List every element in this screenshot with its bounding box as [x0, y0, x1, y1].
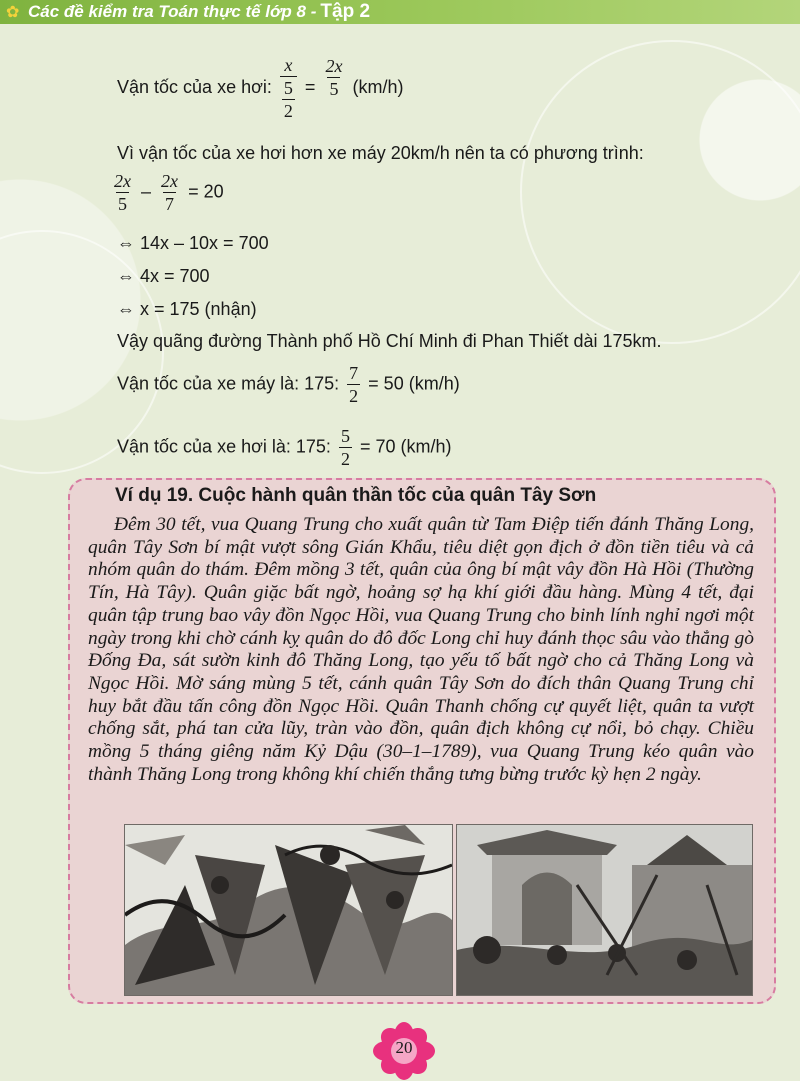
example-title: Ví dụ 19. Cuộc hành quân thần tốc của quân Tây Sơn: [115, 485, 597, 506]
reason-line: Vì vận tốc của xe hơi hơn xe máy 20km/h nên ta có phương trình:: [117, 143, 644, 163]
volume-label: Tập 2: [320, 1, 371, 22]
fraction-denominator: 2: [349, 386, 359, 406]
inner-denominator: 2: [283, 101, 293, 121]
fraction-2x-over-5: [112, 170, 133, 215]
battle-illustration-left: [124, 824, 453, 996]
fraction-denominator: 2: [340, 449, 350, 469]
header-bar: [0, 0, 800, 24]
minus-sign: –: [141, 181, 152, 202]
fraction-denominator: 5: [329, 78, 339, 99]
car-speed-complex-fraction: [280, 54, 297, 122]
example-body-text: Đêm 30 tết, vua Quang Trung cho xuất quân từ Tam Điệp tiến đánh Thăng Long, quân Tây Sơn bí mật vượt sông Gián Khẩu, tiêu diệt gọn địch ở đồn tiền tiêu và cả nhóm quân do thám. Đêm mồng 3 tết, quân của ông bí mật vây đồn Hà Hồi (Thường Tín, Hà Tây). Quân giặc bất ngờ, hoảng sợ hạ khí giới đầu hàng. Mùng 4 tết, đại quân tập trung bao vây đồn Ngọc Hồi, vua Quang Trung cho binh lính nghỉ ngơi một ngày trong khi chờ cánh kỵ quân do đô đốc Long chỉ huy đánh thọc sâu vào thẳng gò Đống Đa, sát sườn kinh đô Thăng Long, tạo yếu tố bất ngờ cho cả Thăng Long và Ngọc Hồi. Mờ sáng mùng 5 tết, cánh quân Tây Sơn do đích thân Quang Trung chỉ huy bắt đầu tấn công đồn Ngọc Hồi. Quân Thanh chống cự quyết liệt, quân ta vượt chống sắt, phá tan cửa lũy, tràn vào đồn, quân địch không cự nổi, bỏ chạy. Chiều mồng 5 tháng giêng năm Kỷ Dậu (30–1–1789), vua Quang Trung kéo quân vào thành Thăng Long trong không khí chiến thắng tưng bừng trước kỳ hẹn 2 ngày.: [88, 514, 754, 785]
moto-speed-result: = 50 (km/h): [368, 373, 460, 394]
inner-numerator: 5: [283, 78, 293, 98]
fraction-numerator: x: [284, 55, 293, 75]
moto-speed-line: [117, 362, 460, 407]
car-speed-line: [117, 54, 403, 122]
battle-illustration-right: [456, 824, 753, 996]
equation-1: [112, 170, 224, 215]
battle-sketch-left: [125, 825, 452, 995]
car2-speed-prefix: Vận tốc của xe hơi là: 175:: [117, 436, 331, 457]
conclusion-line: Vậy quãng đường Thành phố Hồ Chí Minh đi Phan Thiết dài 175km.: [117, 331, 662, 351]
fraction-denominator: 7: [165, 194, 175, 214]
fraction-numerator: 5: [340, 426, 350, 446]
car-speed-prefix: Vận tốc của xe hơi:: [117, 76, 272, 97]
equation-3: ⇔ 4x = 700: [117, 266, 210, 286]
equation-rhs: = 20: [188, 181, 224, 202]
fraction-5-over-2: [339, 425, 352, 470]
fraction-numerator: 2x: [114, 171, 131, 191]
equation-4: ⇔ x = 175 (nhận): [117, 299, 257, 319]
fraction-numerator: 7: [349, 363, 359, 383]
page-number: 20: [395, 1038, 413, 1057]
unit: (km/h): [352, 76, 404, 97]
fraction-numerator: 2x: [161, 171, 179, 191]
equation-2: ⇔ 14x – 10x = 700: [117, 233, 269, 253]
car-speed-result-fraction: [323, 55, 344, 100]
fraction-denominator: 5: [118, 194, 127, 214]
car2-speed-line: [117, 425, 452, 470]
book-title: Các đề kiểm tra Toán thực tế lớp 8 - Tập 2: [28, 1, 371, 22]
fraction-denominator: [280, 76, 297, 122]
car2-speed-result: = 70 (km/h): [359, 436, 452, 457]
example-body: [88, 514, 754, 786]
battle-sketch-right: [457, 825, 752, 995]
fraction-numerator: 2x: [325, 55, 343, 76]
moto-speed-prefix: Vận tốc của xe máy là: 175:: [117, 373, 340, 394]
equals-sign: =: [304, 76, 316, 97]
flower-icon: ✿: [6, 2, 20, 21]
fraction-7-over-2: [347, 362, 360, 407]
fraction-2x-over-7: [159, 170, 180, 215]
